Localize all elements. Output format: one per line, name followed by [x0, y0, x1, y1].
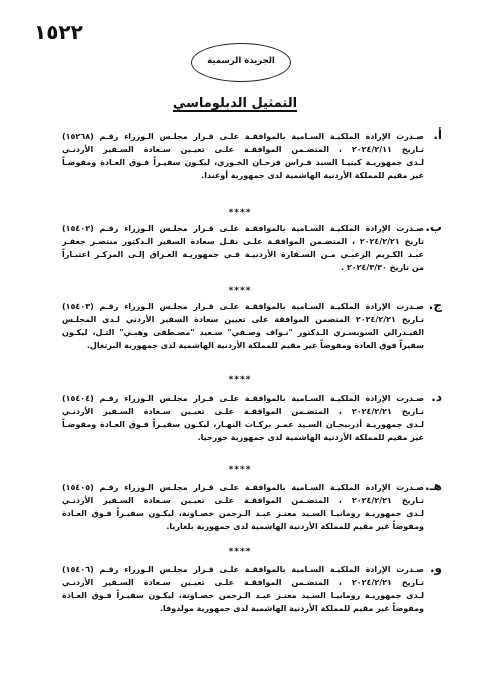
entry-line: ومفوضاً غير مقيم للمملكة الأردنية الهاشمية لدى جمهورية مولدوفا. [159, 604, 424, 613]
entry-letter: أ. [433, 128, 442, 142]
entry-line: صـدرت الإرادة الملكيـة السـامية بالموافقـة علـى قـرار مجلـس الـوزراء رقـم (١٥٤٠٦) [62, 565, 424, 574]
section-title: التمثيل الدبلوماسي [172, 96, 298, 111]
entry-letter: ج. [428, 298, 442, 312]
entry-line: تـاريخ ٢٠٢٤/٢/٢١ ، المتضـمن الموافقـة علـى تعيـين سـعادة السـفير الأردنـي [62, 496, 424, 505]
entry-line: تـاريخ ٢٠٢٤/٢/١١ ، المتضـمن الموافقـة علـى تعيـين سـعادة السـفير الأردنـي [62, 145, 424, 154]
separator: **** [228, 465, 252, 475]
entry-line: لـدى جمهوريـة رومانيـا السـيد معتـز عبـد الـرحمن خصـاونة، ليكـون سفيـراً فـوق العـادة [62, 591, 424, 600]
entry-letter: ب. [425, 220, 442, 234]
entry-line: غير مقيم للمملكة الأردنية الهاشمية لدى جمهورية أوغندا. [201, 171, 424, 180]
entry-letter: د. [431, 390, 442, 404]
separator: **** [228, 547, 252, 557]
entry-line: لـدى جمهوريـة كينيـا السيد فـراس فرحـان الخـوري، ليكـون سفيـراً فـوق العـادة ومفوضـاً [62, 158, 424, 167]
entry-line: صـدرت الإرادة الملكيـة السـامية بالموافقـة علـى قـرار مجلـس الـوزراء رقـم (١٥٤٠٣) [62, 302, 424, 311]
entry-e [62, 479, 442, 533]
entry-line: لـدى جمهوريـة أذربيجـان السـيد عمـر بركـات النهـار، ليكـون سفيـراً فـوق العـادة ومفوضـاً [62, 420, 424, 429]
entry-c [62, 298, 442, 352]
entry-letter: هـ. [425, 479, 442, 493]
entry-a [62, 128, 442, 182]
entry-d [62, 390, 442, 444]
entry-line: سفيراً فوق العادة ومفوضاً غير مقيم للمملكة الأردنية الهاشمية لدى جمهورية البرتغال. [86, 341, 424, 350]
entry-f [62, 561, 442, 615]
entry-line: عبـد الكـريم الزعبـي مـن السـفارة الأردنيـة فـي جمهوريـة العـراق إلـى المركـز اعتبـاراً [62, 250, 424, 259]
entry-line: تاريخ ٢٠٢٤/٢/٢١ ، المتضـمن الموافقـة علـى نقـل سعادة السفير الـدكتور منتصـر جعفـر [62, 237, 424, 246]
entry-line: ومفوضاً غير مقيم للمملكة الأردنية الهاشمية لدى جمهورية بلغاريا. [166, 522, 424, 531]
entry-line: غير مقيم للمملكة الأردنية الهاشمية لدى جمهورية جورجيا. [197, 433, 424, 442]
entry-line: لـدى جمهوريـة رومانيـا السـيد معتـز عبـد الـرحمن خصـاونة، ليكـون سفيـراً فـوق العـادة [62, 509, 424, 518]
entry-line: تـاريخ ٢٠٢٤/٢/٢١ ، المتضـمن الموافقـة علـى تعيـين سـعادة السـفير الأردنـي [62, 578, 424, 587]
entry-line: صـدرت الإرادة الملكيـة السـامية بالموافقـة علـى قـرار مجلـس الـوزراء رقـم (١٥٤٠٢) [62, 224, 424, 233]
page-number: ١٥٢٢ [34, 20, 83, 44]
separator: **** [228, 208, 252, 218]
entry-line: صـدرت الإرادة الملكيـة السـامية بالموافقـة علـى قـرار مجلـس الـوزراء رقـم (١٥٤٠٤) [62, 394, 424, 403]
entry-line: صـدرت الإرادة الملكيـة السـامية بالموافقـة علـى قـرار مجلـس الـوزراء رقـم (١٥٤٠٥) [62, 483, 424, 492]
entry-b [62, 220, 442, 274]
entry-line: صـدرت الإرادة الملكيـة السـامية بالموافقـة علـى قـرار مجلـس الـوزراء رقـم (١٥٢٦٨) [62, 132, 424, 141]
entry-line: الفيـدرالي السويسـري الـدكتور "نـواف وصـفي" سـعيد "مصـطفى وهبـي" التـل، ليكـون [62, 328, 424, 337]
entry-line: تـاريخ ٢٠٢٤/٢/٢١ المتضمن الموافقة على تعيين سعادة السفير الأردني لـدى المجلـس [62, 315, 424, 324]
entry-line: تـاريخ ٢٠٢٤/٢/٢١ ، المتضـمن الموافقـة علـى تعيـين سـعادة السـفير الأردنـي [62, 407, 424, 416]
separator: **** [228, 286, 252, 296]
entry-letter: و. [429, 561, 442, 575]
separator: **** [228, 375, 252, 385]
entry-line: من تاريخ ٢٠٢٤/٣/٣٠ . [341, 263, 424, 272]
header-label: الجريدة الرسمية [207, 56, 275, 66]
